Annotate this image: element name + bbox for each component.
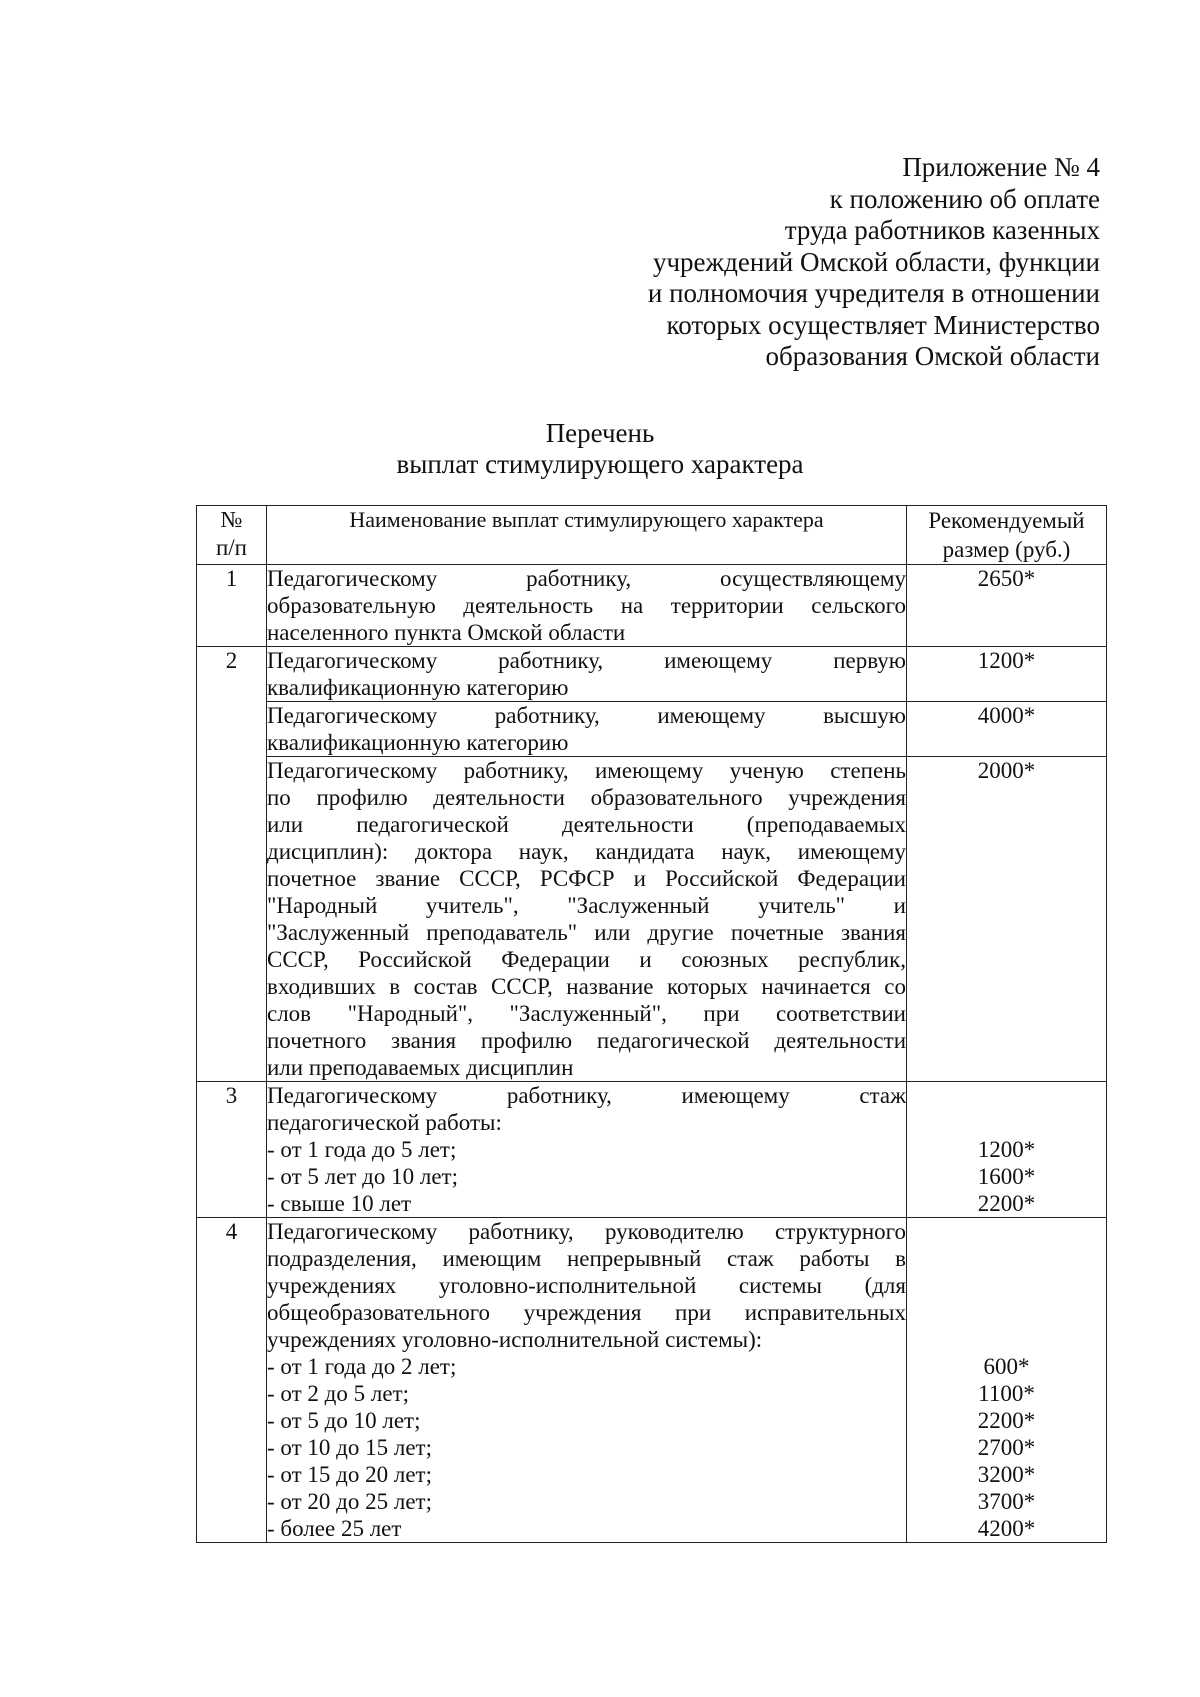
appendix-line: учреждений Омской области, функции: [652, 246, 1100, 277]
appendix-heading: [580, 152, 1100, 373]
row-description: [267, 1218, 907, 1543]
table-row: [197, 702, 1107, 757]
description-line: "Народный учитель", "Заслуженный учитель" и: [267, 893, 906, 918]
amount-value: 2200*: [977, 1408, 1036, 1433]
table-row: [197, 1082, 1107, 1218]
description-line: почетное звание СССР, РСФСР и Российской Федерации: [267, 866, 906, 891]
row-description: [267, 1082, 907, 1218]
description-line: подразделения, имеющим непрерывный стаж работы в: [267, 1246, 906, 1271]
header-name: Наименование выплат стимулирующего характера: [267, 506, 907, 565]
header-number: [197, 506, 267, 565]
row-description: [267, 702, 907, 757]
amount-value: 2700*: [977, 1435, 1036, 1460]
list-item: - от 5 лет до 10 лет;: [267, 1164, 458, 1189]
row-number: 1: [197, 565, 267, 647]
description-line: Педагогическому работнику, имеющему ученую степень: [267, 758, 906, 783]
amount-value: 1200*: [977, 648, 1036, 673]
row-amount: [907, 1218, 1107, 1543]
row-number: 3: [197, 1082, 267, 1218]
appendix-line: к положению об оплате: [829, 183, 1100, 214]
description-line: населенного пункта Омской области: [267, 620, 626, 645]
amount-value: 1600*: [977, 1164, 1036, 1189]
amount-value: 2000*: [977, 758, 1036, 783]
list-item: - свыше 10 лет: [267, 1191, 412, 1216]
description-line: общеобразовательного учреждения при исправительных: [267, 1300, 906, 1325]
appendix-line: и полномочия учредителя в отношении: [647, 278, 1100, 308]
description-line: образовательную деятельность на территории сельского: [267, 593, 906, 618]
list-item: - более 25 лет: [267, 1516, 402, 1541]
amount-value: 4200*: [977, 1516, 1036, 1541]
list-item: - от 5 до 10 лет;: [267, 1408, 421, 1433]
row-amount: [907, 757, 1107, 1082]
description-line: дисциплин): доктора наук, кандидата наук, имеющему: [267, 839, 906, 864]
title-line-1: Перечень: [545, 418, 655, 448]
description-line: или педагогической деятельности (преподаваемых: [267, 812, 906, 837]
amount-value: 2200*: [977, 1191, 1036, 1216]
table-row: [197, 757, 1107, 1082]
row-number: 4: [197, 1218, 267, 1543]
amount-value: 1200*: [977, 1137, 1036, 1162]
row-amount: [907, 647, 1107, 702]
description-line: Педагогическому работнику, имеющему первую: [267, 648, 906, 673]
amount-value: 1100*: [978, 1381, 1035, 1406]
description-line: слов "Народный", "Заслуженный", при соответствии: [267, 1001, 906, 1026]
description-line: учреждениях уголовно-исполнительной системы):: [267, 1327, 763, 1352]
row-description: [267, 647, 907, 702]
header-number-abbr: п/п: [215, 535, 247, 560]
table-row: [197, 565, 1107, 647]
header-size-line-2: размер (руб.): [942, 537, 1071, 562]
list-item: - от 1 года до 5 лет;: [267, 1137, 457, 1162]
row-number: 2: [197, 647, 267, 1082]
description-line: Педагогическому работнику, руководителю структурного: [267, 1219, 906, 1244]
amount-value: 3700*: [977, 1489, 1036, 1514]
description-line: входивших в состав СССР, название которых начинается со: [267, 974, 906, 999]
description-line: педагогической работы:: [267, 1110, 502, 1135]
description-line: квалификационную категорию: [267, 730, 569, 755]
list-item: - от 1 года до 2 лет;: [267, 1354, 457, 1379]
description-line: почетного звания профилю педагогической деятельности: [267, 1028, 906, 1053]
description-line: по профилю деятельности образовательного учреждения: [267, 785, 906, 810]
row-description: [267, 565, 907, 647]
document-title: [0, 418, 1200, 480]
description-line: учреждениях уголовно-исполнительной системы (для: [267, 1273, 906, 1298]
list-item: - от 15 до 20 лет;: [267, 1462, 432, 1487]
header-number-symbol: №: [220, 507, 243, 532]
header-size-line-1: Рекомендуемый: [928, 508, 1085, 533]
description-line: Педагогическому работнику, осуществляющему: [267, 566, 906, 591]
list-item: - от 2 до 5 лет;: [267, 1381, 409, 1406]
header-size: [907, 506, 1107, 565]
amount-value: 4000*: [977, 703, 1036, 728]
description-line: Педагогическому работнику, имеющему высшую: [267, 703, 906, 728]
table-header-row: [197, 506, 1107, 565]
appendix-line: Приложение № 4: [902, 152, 1100, 182]
table-row: [197, 1218, 1107, 1543]
row-description: [267, 757, 907, 1082]
description-line: СССР, Российской Федерации и союзных республик,: [267, 947, 906, 972]
title-line-2: выплат стимулирующего характера: [396, 449, 804, 479]
amount-value: 2650*: [977, 566, 1036, 591]
payments-table: [196, 505, 1107, 1543]
description-line: Педагогическому работнику, имеющему стаж: [267, 1083, 906, 1108]
row-amount: [907, 702, 1107, 757]
amount-value: 600*: [983, 1354, 1030, 1379]
appendix-line: труда работников казенных: [784, 215, 1100, 245]
row-amount: [907, 565, 1107, 647]
amount-value: 3200*: [977, 1462, 1036, 1487]
description-line: "Заслуженный преподаватель" или другие почетные звания: [267, 920, 906, 945]
description-line: или преподаваемых дисциплин: [267, 1055, 574, 1080]
appendix-line: образования Омской области: [765, 341, 1100, 371]
row-amount: [907, 1082, 1107, 1218]
list-item: - от 10 до 15 лет;: [267, 1435, 432, 1460]
description-line: квалификационную категорию: [267, 675, 569, 700]
table-row: [197, 647, 1107, 702]
list-item: - от 20 до 25 лет;: [267, 1489, 432, 1514]
appendix-line: которых осуществляет Министерство: [666, 309, 1100, 340]
